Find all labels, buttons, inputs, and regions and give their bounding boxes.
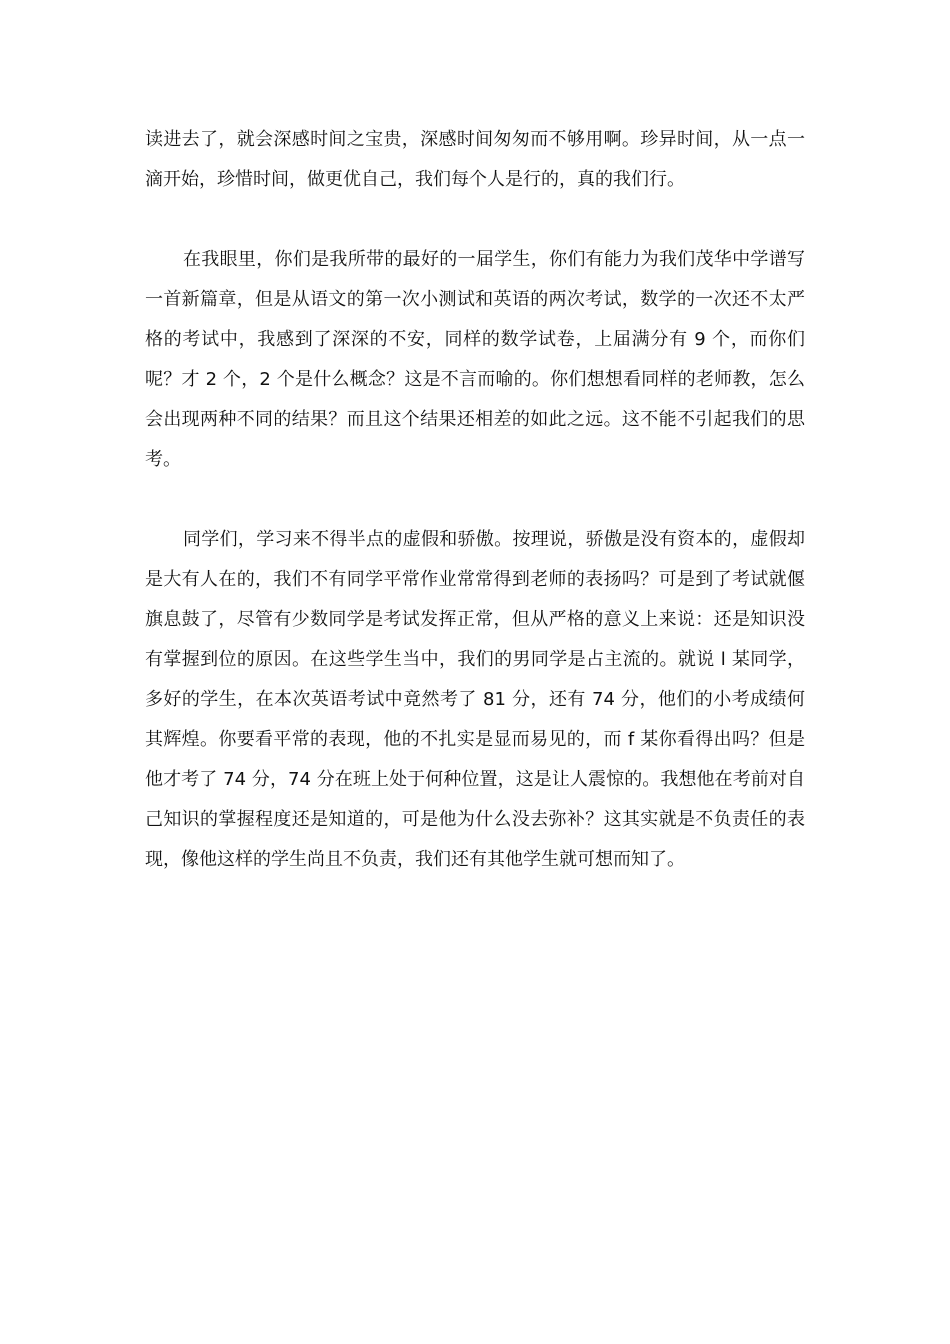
paragraph-3: 同学们，学习来不得半点的虚假和骄傲。按理说，骄傲是没有资本的，虚假却是大有人在的，我们不有同学平常作业常常得到老师的表扬吗？可是到了考试就偃旗息鼓了，尽管有少数同学是考试发挥正常，但从严格的意义上来说：还是知识没有掌握到位的原因。在这些学生当中，我们的男同学是占主流的。就说 l 某同学，多好的学生，在本次英语考试中竟然考了 81 分，还有 74 分，他们的小考成绩何其辉煌。你要看平常的表现，他的不扎实是显而易见的，而 f 某你看得出吗？但是他才考了 74 分，74 分在班上处于何种位置，这是让人震惊的。我想他在考前对自己知识的掌握程度还是知道的，可是他为什么没去弥补？这其实就是不负责任的表现，像他这样的学生尚且不负责，我们还有其他学生就可想而知了。: [145, 529, 805, 870]
document-body: [145, 120, 805, 920]
paragraph-1: 读进去了，就会深感时间之宝贵，深感时间匆匆而不够用啊。珍异时间，从一点一滴开始，珍惜时间，做更优自己，我们每个人是行的，真的我们行。: [145, 129, 805, 190]
paragraph-2: 在我眼里，你们是我所带的最好的一届学生，你们有能力为我们茂华中学谱写一首新篇章，但是从语文的第一次小测试和英语的两次考试，数学的一次还不太严格的考试中，我感到了深深的不安，同样的数学试卷，上届满分有 9 个，而你们呢？才 2 个，2 个是什么概念？这是不言而喻的。你们想想看同样的老师教，怎么会出现两种不同的结果？而且这个结果还相差的如此之远。这不能不引起我们的思考。: [145, 249, 805, 470]
